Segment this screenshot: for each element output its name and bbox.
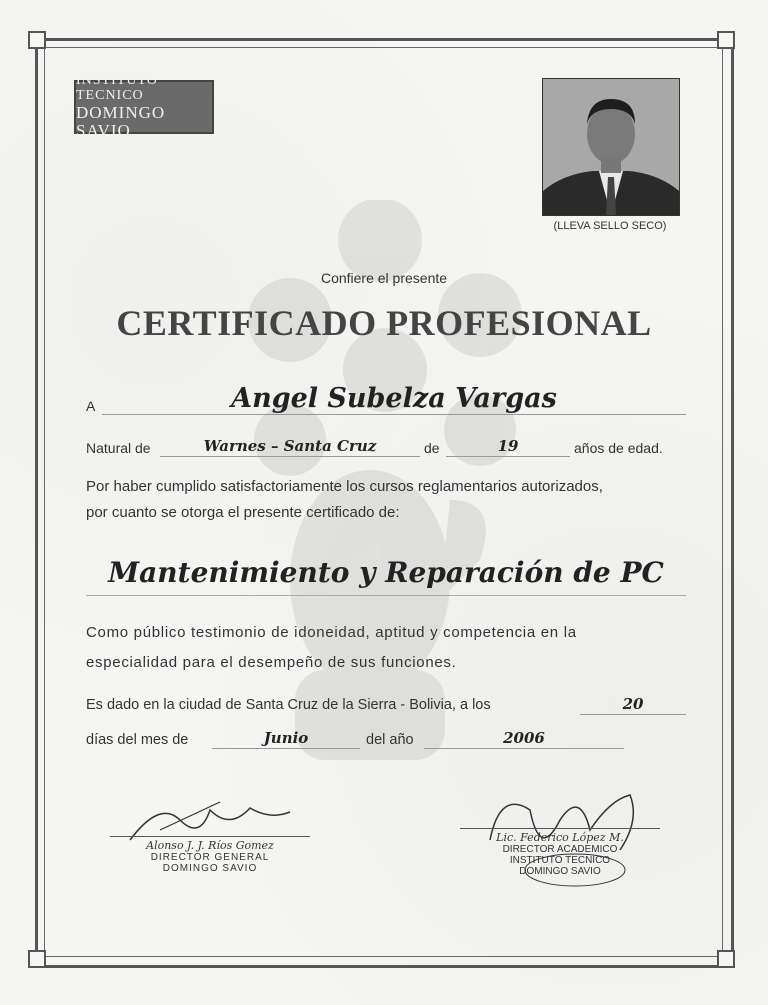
- corner-ornament: [28, 31, 46, 49]
- signer-right-name: Lic. Federico López M.: [496, 831, 624, 844]
- testimony-line-2: especialidad para el desempeño de sus funciones.: [86, 654, 457, 671]
- institution-logo: [74, 73, 214, 140]
- year-label: del año: [366, 732, 414, 748]
- recipient-age: 19: [446, 436, 570, 457]
- origin-place: Warnes – Santa Cruz: [160, 436, 420, 457]
- signature-right: [460, 828, 660, 877]
- signer-left-title: DIRECTOR GENERAL: [150, 852, 270, 863]
- testimony-line-1: Como público testimonio de idoneidad, aptitud y competencia en la: [86, 624, 577, 641]
- signature-left: [110, 836, 310, 874]
- confiere-text: Confiere el presente: [320, 270, 448, 286]
- logo-line-1: INSTITUTO TECNICO: [76, 73, 158, 104]
- origin-de-label: de: [424, 440, 440, 456]
- date-year: 2006: [424, 728, 624, 749]
- month-label: días del mes de: [86, 732, 189, 748]
- recipient-prefix: A: [86, 398, 96, 414]
- signer-right-org2: DOMINGO SAVIO: [519, 866, 601, 877]
- logo-line-2: DOMINGO SAVIO: [76, 102, 166, 140]
- recipient-photo: [542, 78, 680, 216]
- corner-ornament: [28, 950, 46, 968]
- testimony-text: [86, 618, 686, 678]
- statement-line-1: Por haber cumplido satisfactoriamente los cursos reglamentarios autorizados,: [86, 478, 603, 495]
- recipient-name: Angel Subelza Vargas: [102, 384, 686, 415]
- origin-label: Natural de: [86, 440, 151, 456]
- corner-ornament: [717, 31, 735, 49]
- date-day: 20: [580, 694, 686, 715]
- signer-left-name: Alonso J. J. Ríos Gomez: [146, 839, 274, 852]
- signature-line: [110, 836, 310, 837]
- corner-ornament: [717, 950, 735, 968]
- statement-line-2: por cuanto se otorga el presente certificado de:: [86, 504, 400, 521]
- statement-text: [86, 474, 686, 526]
- certificate-title: CERTIFICADO PROFESIONAL: [116, 303, 652, 343]
- date-month: Junio: [212, 728, 360, 749]
- signer-left-org: DOMINGO SAVIO: [162, 863, 258, 874]
- course-name: Mantenimiento y Reparación de PC: [86, 556, 686, 596]
- date-line-text: Es dado en la ciudad de Santa Cruz de la Sierra - Bolivia, a los: [86, 697, 491, 713]
- portrait-icon: [543, 79, 679, 215]
- signature-line: [460, 828, 660, 829]
- signer-right-title: DIRECTOR ACADEMICO: [502, 844, 618, 855]
- signer-right-org1: INSTITUTO TECNICO: [509, 855, 611, 866]
- seal-note: (LLEVA SELLO SECO): [553, 220, 667, 232]
- age-suffix: años de edad.: [574, 440, 663, 456]
